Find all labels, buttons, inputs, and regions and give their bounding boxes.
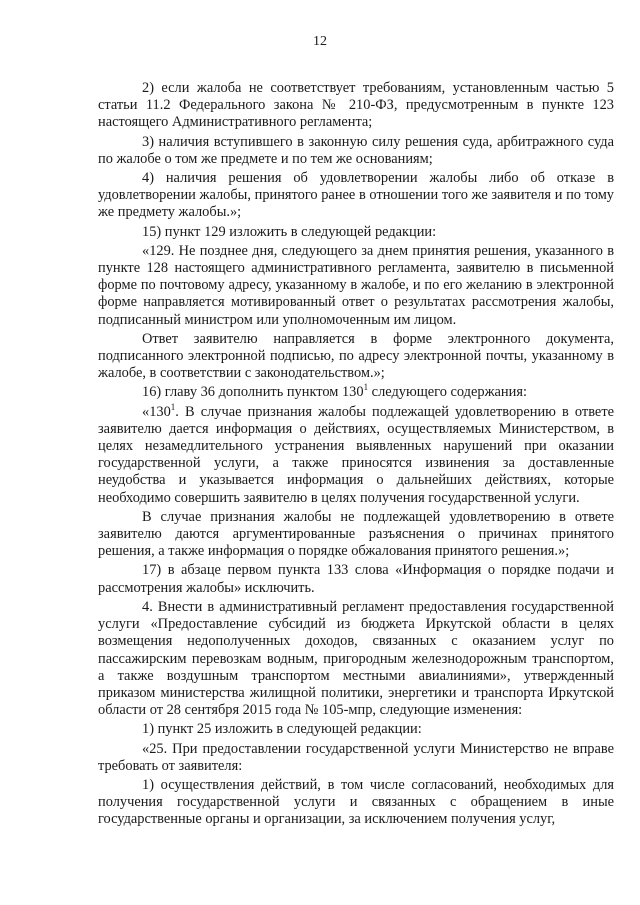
paragraph-12: 1) пункт 25 изложить в следующей редакции: — [142, 721, 422, 738]
paragraph-11: 4. Внести в административный регламент предоставления государственной услуги «Предоставление субсидий из бюджета Иркутской области в целях возмещения недополученных доходов, связанных с оказанием услуг по пассажирским перевозкам водным, пригородным железнодорожным транспортом, а также воздушным транспортом местными авиалиниями», утвержденный приказом министерства жилищной политики, энергетики и транспорта Иркутской области от 28 сентября 2015 года № 105-мпр, следующие изменения: — [98, 598, 614, 719]
paragraph-9: В случае признания жалобы не подлежащей удовлетворению в ответе заявителю даются аргументированные разъяснения о причинах принятого решения, а также информация о порядке обжалования принятого решения.»; — [98, 508, 614, 560]
paragraph-8 — [98, 401, 614, 507]
paragraph-7-end: следующего содержания: — [368, 384, 527, 401]
paragraph-2: 3) наличия вступившего в законную силу решения суда, арбитражного суда по жалобе о том же предмете и по тем же основаниям; — [98, 133, 614, 167]
superscript-mark: 1 — [170, 401, 176, 412]
paragraph-6: Ответ заявителю направляется в форме электронного документа, подписанного электронной подписью, по адресу электронной почты, указанному в жалобе, в соответствии с законодательством.»; — [98, 330, 614, 382]
paragraph-8-start: «130 — [142, 403, 171, 420]
superscript-mark: 1 — [363, 382, 369, 393]
paragraph-3: 4) наличия решения об удовлетворении жалобы либо об отказе в удовлетворении жалобы, принятого ранее в отношении того же заявителя и по тому же предмету жалобы.»; — [98, 170, 614, 221]
paragraph-1: 2) если жалоба не соответствует требованиям, установленным частью 5 статьи 11.2 Федерального закона № 210-ФЗ, предусмотренным в пункте 123 настоящего Административного регламента; — [98, 80, 614, 131]
paragraph-7 — [98, 384, 614, 401]
paragraph-8-end: . В случае признания жалобы подлежащей удовлетворению в ответе заявителю дается информация о действиях, осуществляемых Министерством, в целях незамедлительного устранения выявленных нарушений при оказании государственной услуги, а также приносятся извинения за доставленные неудобства и указывается информация о дальнейших действиях, которые необходимо совершить заявителю в целях получения государственной услуги. — [98, 403, 614, 506]
paragraph-4: 15) пункт 129 изложить в следующей редакции: — [142, 223, 437, 240]
document-body — [98, 80, 614, 831]
paragraph-14: 1) осуществления действий, в том числе согласований, необходимых для получения государственной услуги и связанных с обращением в иные государственные органы и организации, за исключением получения услуг, — [98, 776, 614, 828]
paragraph-5: «129. Не позднее дня, следующего за днем принятия решения, указанного в пункте 128 настоящего административного регламента, заявителю в письменной форме по почтовому адресу, указанному в жалобе, и по его желанию в электронной форме направляется мотивированный ответ о результатах рассмотрения жалобы, подписанный министром или уполномоченным им лицом. — [98, 242, 614, 328]
page-number: 12 — [313, 34, 327, 49]
paragraph-13: «25. При предоставлении государственной услуги Министерство не вправе требовать от заявителя: — [98, 740, 614, 774]
paragraph-10: 17) в абзаце первом пункта 133 слова «Информация о порядке подачи и рассмотрения жалобы» исключить. — [98, 562, 614, 596]
paragraph-7-start: 16) главу 36 дополнить пунктом 130 — [142, 384, 364, 401]
